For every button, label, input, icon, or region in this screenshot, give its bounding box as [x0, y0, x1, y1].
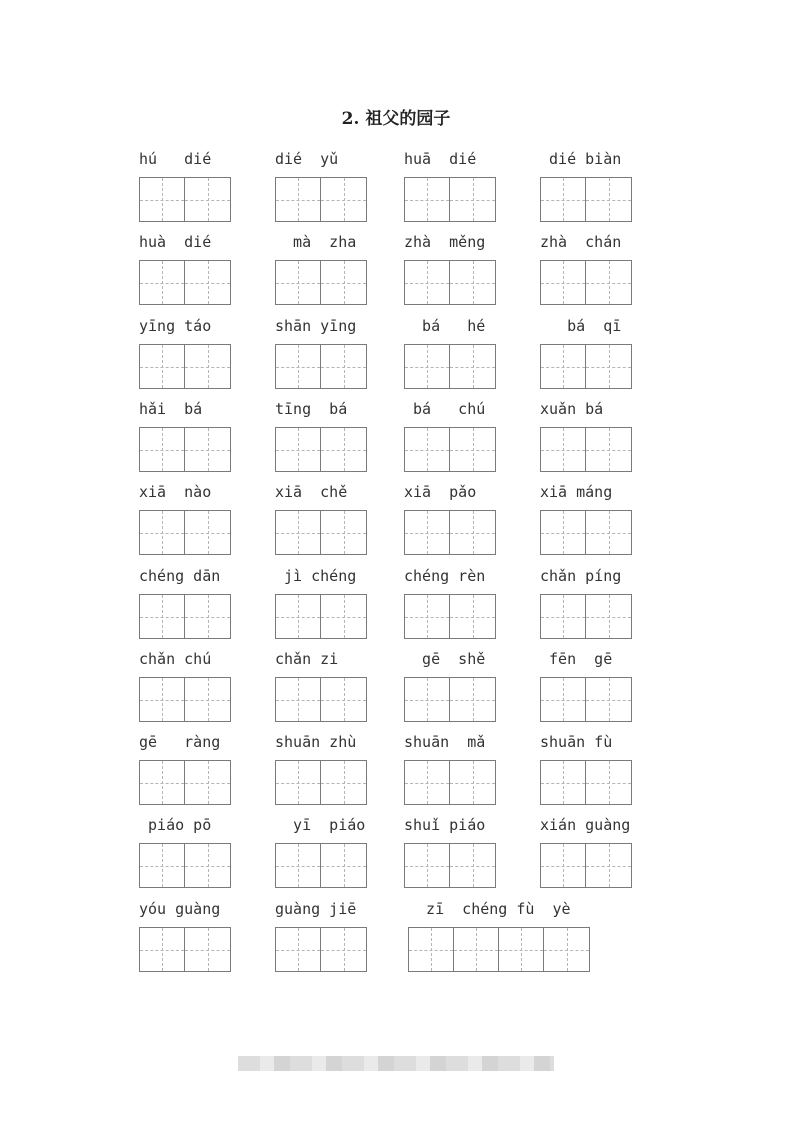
pinyin-label: chǎn píng — [540, 567, 622, 585]
tianzige-cell[interactable] — [586, 595, 631, 638]
writing-grid[interactable] — [139, 594, 231, 639]
tianzige-cell[interactable] — [276, 178, 321, 221]
tianzige-cell[interactable] — [140, 511, 185, 554]
writing-grid[interactable] — [139, 843, 231, 888]
tianzige-cell[interactable] — [185, 928, 230, 971]
pinyin-label: gē shě — [404, 650, 486, 668]
tianzige-cell[interactable] — [409, 928, 454, 971]
pinyin-label: xiā nào — [139, 483, 212, 501]
tianzige-cell[interactable] — [276, 428, 321, 471]
pinyin-label: shān yīng — [275, 317, 357, 335]
writing-grid[interactable] — [404, 760, 496, 805]
writing-grid[interactable] — [139, 177, 231, 222]
tianzige-cell[interactable] — [405, 595, 450, 638]
tianzige-cell[interactable] — [450, 261, 495, 304]
tianzige-cell[interactable] — [450, 178, 495, 221]
pinyin-label: bá qī — [540, 317, 622, 335]
tianzige-cell[interactable] — [405, 345, 450, 388]
tianzige-cell[interactable] — [276, 928, 321, 971]
writing-grid[interactable] — [139, 427, 231, 472]
tianzige-cell[interactable] — [586, 178, 631, 221]
pinyin-label: zhà chán — [540, 233, 622, 251]
pinyin-label: tīng bá — [275, 400, 348, 418]
tianzige-cell[interactable] — [541, 678, 586, 721]
pinyin-label: piáo pō — [139, 816, 212, 834]
tianzige-cell[interactable] — [140, 844, 185, 887]
pinyin-label: dié biàn — [540, 150, 622, 168]
tianzige-cell[interactable] — [541, 511, 586, 554]
pinyin-label: bá chú — [404, 400, 486, 418]
writing-grid[interactable] — [540, 843, 632, 888]
pinyin-label: huā dié — [404, 150, 477, 168]
writing-grid[interactable] — [540, 594, 632, 639]
tianzige-cell[interactable] — [185, 678, 230, 721]
tianzige-cell[interactable] — [276, 345, 321, 388]
pinyin-label: guàng jiē — [275, 900, 357, 918]
tianzige-cell[interactable] — [140, 178, 185, 221]
tianzige-cell[interactable] — [185, 261, 230, 304]
tianzige-cell[interactable] — [140, 761, 185, 804]
tianzige-cell[interactable] — [321, 928, 366, 971]
tianzige-cell[interactable] — [185, 345, 230, 388]
pinyin-label: bá hé — [404, 317, 486, 335]
writing-grid[interactable] — [139, 260, 231, 305]
tianzige-cell[interactable] — [321, 511, 366, 554]
pinyin-label: yóu guàng — [139, 900, 221, 918]
tianzige-cell[interactable] — [450, 678, 495, 721]
tianzige-cell[interactable] — [450, 844, 495, 887]
tianzige-cell[interactable] — [586, 761, 631, 804]
pinyin-label: mà zha — [275, 233, 357, 251]
pinyin-label: xiā pǎo — [404, 483, 477, 501]
footer-watermark — [238, 1056, 554, 1071]
writing-grid[interactable] — [139, 927, 231, 972]
tianzige-cell[interactable] — [405, 178, 450, 221]
tianzige-cell[interactable] — [405, 761, 450, 804]
tianzige-cell[interactable] — [405, 844, 450, 887]
tianzige-cell[interactable] — [321, 761, 366, 804]
page-title: 2. 祖父的园子 — [341, 109, 451, 129]
pinyin-label: xiā chě — [275, 483, 348, 501]
writing-grid[interactable] — [275, 594, 367, 639]
pinyin-label: chǎn zi — [275, 650, 339, 668]
pinyin-label: shuān zhù — [275, 733, 357, 751]
tianzige-cell[interactable] — [321, 678, 366, 721]
pinyin-label: zī chéng fù yè — [408, 900, 571, 918]
writing-grid[interactable] — [404, 677, 496, 722]
tianzige-cell[interactable] — [321, 595, 366, 638]
pinyin-label: shuān fù — [540, 733, 613, 751]
tianzige-cell[interactable] — [140, 428, 185, 471]
tianzige-cell[interactable] — [450, 761, 495, 804]
tianzige-cell[interactable] — [450, 428, 495, 471]
writing-grid[interactable] — [404, 260, 496, 305]
pinyin-label: dié yǔ — [275, 150, 339, 168]
pinyin-label: fēn gē — [540, 650, 613, 668]
tianzige-cell[interactable] — [276, 261, 321, 304]
tianzige-cell[interactable] — [185, 511, 230, 554]
writing-grid[interactable] — [540, 510, 632, 555]
tianzige-cell[interactable] — [185, 595, 230, 638]
tianzige-cell[interactable] — [586, 511, 631, 554]
tianzige-cell[interactable] — [276, 511, 321, 554]
writing-grid[interactable] — [540, 344, 632, 389]
tianzige-cell[interactable] — [454, 928, 499, 971]
tianzige-cell[interactable] — [450, 595, 495, 638]
tianzige-cell[interactable] — [541, 595, 586, 638]
pinyin-label: chéng dān — [139, 567, 221, 585]
writing-grid[interactable] — [275, 260, 367, 305]
writing-grid[interactable] — [139, 677, 231, 722]
tianzige-cell[interactable] — [541, 844, 586, 887]
writing-grid[interactable] — [139, 344, 231, 389]
pinyin-label: xuǎn bá — [540, 400, 604, 418]
pinyin-label: shuān mǎ — [404, 733, 486, 751]
writing-grid[interactable] — [275, 510, 367, 555]
writing-grid[interactable] — [275, 677, 367, 722]
tianzige-cell[interactable] — [541, 761, 586, 804]
pinyin-label: huà dié — [139, 233, 212, 251]
writing-grid[interactable] — [540, 427, 632, 472]
tianzige-cell[interactable] — [586, 678, 631, 721]
tianzige-cell[interactable] — [544, 928, 589, 971]
writing-grid[interactable] — [540, 760, 632, 805]
tianzige-cell[interactable] — [321, 844, 366, 887]
writing-grid[interactable] — [275, 927, 367, 972]
tianzige-cell[interactable] — [586, 428, 631, 471]
writing-grid[interactable] — [408, 927, 590, 972]
tianzige-cell[interactable] — [140, 595, 185, 638]
tianzige-cell[interactable] — [140, 261, 185, 304]
writing-grid[interactable] — [275, 177, 367, 222]
tianzige-cell[interactable] — [405, 678, 450, 721]
writing-grid[interactable] — [540, 260, 632, 305]
tianzige-cell[interactable] — [541, 428, 586, 471]
tianzige-cell[interactable] — [140, 678, 185, 721]
writing-grid[interactable] — [404, 177, 496, 222]
pinyin-label: hú dié — [139, 150, 212, 168]
writing-grid[interactable] — [404, 510, 496, 555]
tianzige-cell[interactable] — [541, 178, 586, 221]
tianzige-cell[interactable] — [276, 761, 321, 804]
writing-grid[interactable] — [540, 177, 632, 222]
tianzige-cell[interactable] — [276, 595, 321, 638]
tianzige-cell[interactable] — [450, 345, 495, 388]
tianzige-cell[interactable] — [185, 428, 230, 471]
writing-grid[interactable] — [139, 760, 231, 805]
writing-grid[interactable] — [275, 843, 367, 888]
writing-grid[interactable] — [404, 344, 496, 389]
tianzige-cell[interactable] — [321, 428, 366, 471]
tianzige-cell[interactable] — [321, 345, 366, 388]
writing-grid[interactable] — [275, 427, 367, 472]
pinyin-label: xián guàng — [540, 816, 631, 834]
tianzige-cell[interactable] — [405, 428, 450, 471]
tianzige-cell[interactable] — [140, 928, 185, 971]
tianzige-cell[interactable] — [405, 511, 450, 554]
tianzige-cell[interactable] — [185, 178, 230, 221]
tianzige-cell[interactable] — [276, 844, 321, 887]
writing-grid[interactable] — [540, 677, 632, 722]
tianzige-cell[interactable] — [321, 178, 366, 221]
pinyin-label: chéng rèn — [404, 567, 486, 585]
pinyin-label: gē ràng — [139, 733, 221, 751]
pinyin-label: zhà měng — [404, 233, 486, 251]
tianzige-cell[interactable] — [276, 678, 321, 721]
tianzige-cell[interactable] — [450, 511, 495, 554]
writing-grid[interactable] — [404, 594, 496, 639]
tianzige-cell[interactable] — [405, 261, 450, 304]
tianzige-cell[interactable] — [541, 345, 586, 388]
tianzige-cell[interactable] — [321, 261, 366, 304]
pinyin-label: xiā máng — [540, 483, 613, 501]
pinyin-label: shuǐ piáo — [404, 816, 486, 834]
tianzige-cell[interactable] — [586, 844, 631, 887]
writing-grid[interactable] — [275, 344, 367, 389]
writing-grid[interactable] — [404, 427, 496, 472]
writing-grid[interactable] — [404, 843, 496, 888]
tianzige-cell[interactable] — [586, 261, 631, 304]
tianzige-cell[interactable] — [499, 928, 544, 971]
pinyin-label: yīng táo — [139, 317, 212, 335]
pinyin-label: hǎi bá — [139, 400, 203, 418]
pinyin-label: jì chéng — [275, 567, 357, 585]
tianzige-cell[interactable] — [541, 261, 586, 304]
writing-grid[interactable] — [139, 510, 231, 555]
pinyin-label: yī piáo — [275, 816, 366, 834]
tianzige-cell[interactable] — [140, 345, 185, 388]
pinyin-label: chǎn chú — [139, 650, 212, 668]
tianzige-cell[interactable] — [185, 844, 230, 887]
writing-grid[interactable] — [275, 760, 367, 805]
tianzige-cell[interactable] — [586, 345, 631, 388]
tianzige-cell[interactable] — [185, 761, 230, 804]
